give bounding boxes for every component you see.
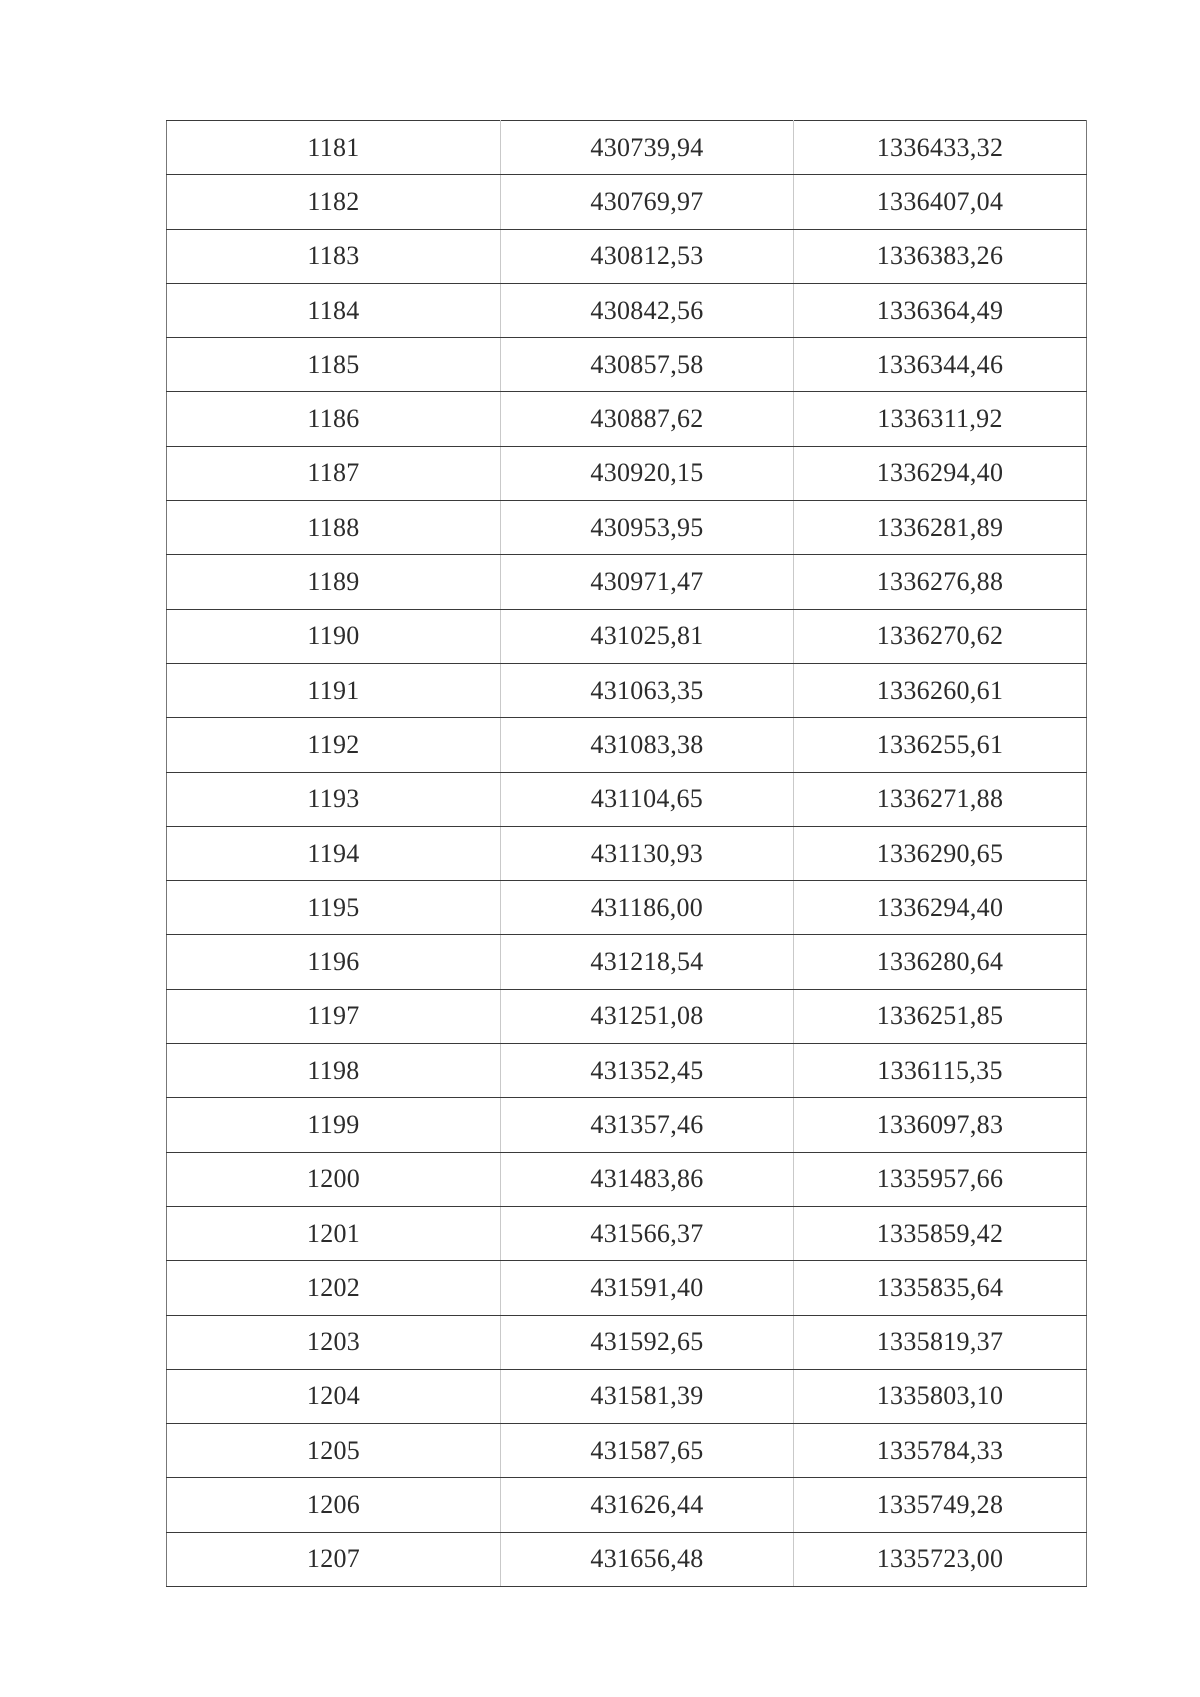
point-number-cell: 1205 [167,1424,501,1478]
point-number-cell: 1196 [167,935,501,989]
x-coordinate-cell: 431063,35 [501,663,794,717]
point-number-cell: 1197 [167,989,501,1043]
x-coordinate-cell: 431483,86 [501,1152,794,1206]
point-number-cell: 1193 [167,772,501,826]
x-coordinate-cell: 431130,93 [501,826,794,880]
x-coordinate-cell: 431025,81 [501,609,794,663]
table-row [167,338,1087,392]
table-row [167,1044,1087,1098]
table-row [167,663,1087,717]
table-row [167,1206,1087,1260]
x-coordinate-cell: 431083,38 [501,718,794,772]
y-coordinate-cell: 1336271,88 [794,772,1087,826]
x-coordinate-cell: 430842,56 [501,283,794,337]
y-coordinate-cell: 1336097,83 [794,1098,1087,1152]
x-coordinate-cell: 430953,95 [501,501,794,555]
point-number-cell: 1186 [167,392,501,446]
y-coordinate-cell: 1335859,42 [794,1206,1087,1260]
x-coordinate-cell: 431566,37 [501,1206,794,1260]
table-row [167,609,1087,663]
table-row [167,772,1087,826]
y-coordinate-cell: 1336115,35 [794,1044,1087,1098]
x-coordinate-cell: 431357,46 [501,1098,794,1152]
point-number-cell: 1187 [167,446,501,500]
y-coordinate-cell: 1336364,49 [794,283,1087,337]
y-coordinate-cell: 1336280,64 [794,935,1087,989]
point-number-cell: 1200 [167,1152,501,1206]
y-coordinate-cell: 1336383,26 [794,229,1087,283]
x-coordinate-cell: 430887,62 [501,392,794,446]
table-row [167,1424,1087,1478]
x-coordinate-cell: 431592,65 [501,1315,794,1369]
point-number-cell: 1184 [167,283,501,337]
table-row [167,121,1087,175]
table-row [167,1478,1087,1532]
point-number-cell: 1181 [167,121,501,175]
point-number-cell: 1189 [167,555,501,609]
y-coordinate-cell: 1336407,04 [794,175,1087,229]
y-coordinate-cell: 1336290,65 [794,826,1087,880]
table-row [167,1152,1087,1206]
y-coordinate-cell: 1335835,64 [794,1261,1087,1315]
y-coordinate-cell: 1336255,61 [794,718,1087,772]
x-coordinate-cell: 430920,15 [501,446,794,500]
table-row [167,229,1087,283]
x-coordinate-cell: 430769,97 [501,175,794,229]
y-coordinate-cell: 1336311,92 [794,392,1087,446]
x-coordinate-cell: 431186,00 [501,881,794,935]
x-coordinate-cell: 431587,65 [501,1424,794,1478]
table-row [167,555,1087,609]
x-coordinate-cell: 431581,39 [501,1369,794,1423]
y-coordinate-cell: 1336260,61 [794,663,1087,717]
y-coordinate-cell: 1336276,88 [794,555,1087,609]
point-number-cell: 1191 [167,663,501,717]
y-coordinate-cell: 1336344,46 [794,338,1087,392]
point-number-cell: 1203 [167,1315,501,1369]
point-number-cell: 1188 [167,501,501,555]
point-number-cell: 1207 [167,1532,501,1586]
point-number-cell: 1202 [167,1261,501,1315]
x-coordinate-cell: 431104,65 [501,772,794,826]
table-row [167,283,1087,337]
y-coordinate-cell: 1336251,85 [794,989,1087,1043]
y-coordinate-cell: 1336270,62 [794,609,1087,663]
table-row [167,989,1087,1043]
y-coordinate-cell: 1335784,33 [794,1424,1087,1478]
table-row [167,826,1087,880]
point-number-cell: 1183 [167,229,501,283]
point-number-cell: 1201 [167,1206,501,1260]
x-coordinate-cell: 431218,54 [501,935,794,989]
x-coordinate-cell: 431352,45 [501,1044,794,1098]
y-coordinate-cell: 1335723,00 [794,1532,1087,1586]
y-coordinate-cell: 1336294,40 [794,446,1087,500]
table-row [167,501,1087,555]
y-coordinate-cell: 1335803,10 [794,1369,1087,1423]
point-number-cell: 1182 [167,175,501,229]
point-number-cell: 1185 [167,338,501,392]
table-row [167,718,1087,772]
table-row [167,1315,1087,1369]
coordinates-table [166,120,1087,1587]
point-number-cell: 1199 [167,1098,501,1152]
table-row [167,392,1087,446]
y-coordinate-cell: 1335957,66 [794,1152,1087,1206]
x-coordinate-cell: 430857,58 [501,338,794,392]
point-number-cell: 1190 [167,609,501,663]
table-row [167,881,1087,935]
point-number-cell: 1206 [167,1478,501,1532]
y-coordinate-cell: 1335749,28 [794,1478,1087,1532]
y-coordinate-cell: 1336281,89 [794,501,1087,555]
table-row [167,1369,1087,1423]
y-coordinate-cell: 1335819,37 [794,1315,1087,1369]
x-coordinate-cell: 431626,44 [501,1478,794,1532]
coordinates-table-body [167,121,1087,1587]
table-row [167,1098,1087,1152]
point-number-cell: 1194 [167,826,501,880]
point-number-cell: 1204 [167,1369,501,1423]
table-row [167,175,1087,229]
point-number-cell: 1195 [167,881,501,935]
table-row [167,1261,1087,1315]
point-number-cell: 1198 [167,1044,501,1098]
x-coordinate-cell: 430812,53 [501,229,794,283]
x-coordinate-cell: 430739,94 [501,121,794,175]
x-coordinate-cell: 431656,48 [501,1532,794,1586]
table-row [167,1532,1087,1586]
x-coordinate-cell: 431591,40 [501,1261,794,1315]
y-coordinate-cell: 1336294,40 [794,881,1087,935]
table-row [167,935,1087,989]
x-coordinate-cell: 431251,08 [501,989,794,1043]
y-coordinate-cell: 1336433,32 [794,121,1087,175]
table-row [167,446,1087,500]
x-coordinate-cell: 430971,47 [501,555,794,609]
point-number-cell: 1192 [167,718,501,772]
